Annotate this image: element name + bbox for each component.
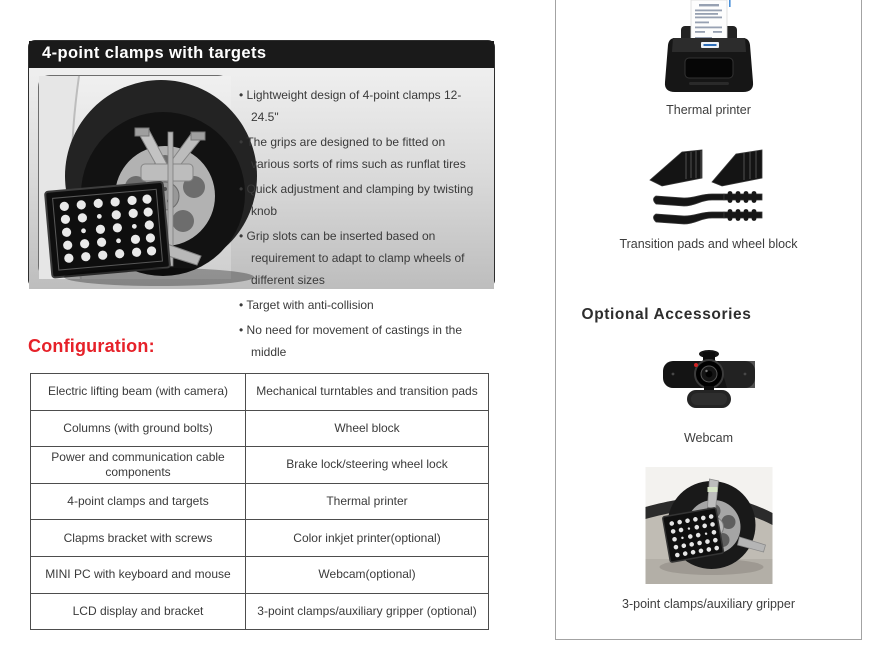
feature-item: • Lightweight design of 4-point clamps 12-24.5" bbox=[239, 84, 486, 128]
feature-item: • Grip slots can be inserted based on requirement to adapt to clamp wheels of different sizes bbox=[239, 225, 486, 291]
feature-item: • No need for movement of castings in the middle bbox=[239, 319, 486, 363]
config-cell: Columns (with ground bolts) bbox=[31, 410, 246, 447]
table-row bbox=[31, 483, 489, 520]
config-cell: Webcam(optional) bbox=[246, 556, 489, 593]
table-row bbox=[31, 520, 489, 557]
config-cell: LCD display and bracket bbox=[31, 593, 246, 630]
thermal-printer-label: Thermal printer bbox=[666, 103, 751, 117]
config-cell: Clapms bracket with screws bbox=[31, 520, 246, 557]
table-row bbox=[31, 374, 489, 411]
transition-pads-image bbox=[648, 144, 770, 237]
table-row bbox=[31, 410, 489, 447]
config-cell: 4-point clamps and targets bbox=[31, 483, 246, 520]
transition-pads-label: Transition pads and wheel block bbox=[619, 237, 798, 251]
accessories-panel bbox=[555, 0, 862, 640]
config-cell: Brake lock/steering wheel lock bbox=[246, 447, 489, 484]
product-panel-title: 4-point clamps with targets bbox=[29, 41, 494, 68]
thermal-printer-icon bbox=[651, 0, 767, 98]
three-point-clamp-photo bbox=[645, 467, 772, 584]
config-cell: Color inkjet printer(optional) bbox=[246, 520, 489, 557]
feature-item: • Target with anti-collision bbox=[239, 294, 486, 316]
thermal-printer-image bbox=[651, 0, 767, 103]
three-point-clamp-label: 3-point clamps/auxiliary gripper bbox=[622, 597, 795, 611]
configuration-heading: Configuration: bbox=[28, 336, 155, 356]
webcam-label: Webcam bbox=[683, 431, 734, 445]
three-point-clamp-image bbox=[645, 467, 772, 589]
config-cell: Wheel block bbox=[246, 410, 489, 447]
config-cell: Electric lifting beam (with camera) bbox=[31, 374, 246, 411]
table-row bbox=[31, 593, 489, 630]
webcam-image bbox=[661, 348, 757, 417]
feature-item: • Quick adjustment and clamping by twisting knob bbox=[239, 178, 486, 222]
webcam-icon bbox=[661, 348, 757, 412]
table-row bbox=[31, 556, 489, 593]
optional-accessories-heading: Optional Accessories bbox=[581, 306, 752, 323]
config-cell: Mechanical turntables and transition pads bbox=[246, 374, 489, 411]
feature-item: • The grips are designed to be fitted on various sorts of rims such as runflat tires bbox=[239, 131, 486, 175]
config-cell: Power and communication cable components bbox=[31, 447, 246, 484]
config-cell: Thermal printer bbox=[246, 483, 489, 520]
configuration-table bbox=[30, 373, 489, 630]
table-row bbox=[31, 447, 489, 484]
four-point-clamp-photo bbox=[38, 75, 230, 278]
wheel-clamp-target-illustration bbox=[39, 76, 231, 279]
feature-list bbox=[239, 75, 486, 359]
transition-pads-icon bbox=[648, 144, 770, 232]
config-cell: 3-point clamps/auxiliary gripper (optional) bbox=[246, 593, 489, 630]
config-cell: MINI PC with keyboard and mouse bbox=[31, 556, 246, 593]
